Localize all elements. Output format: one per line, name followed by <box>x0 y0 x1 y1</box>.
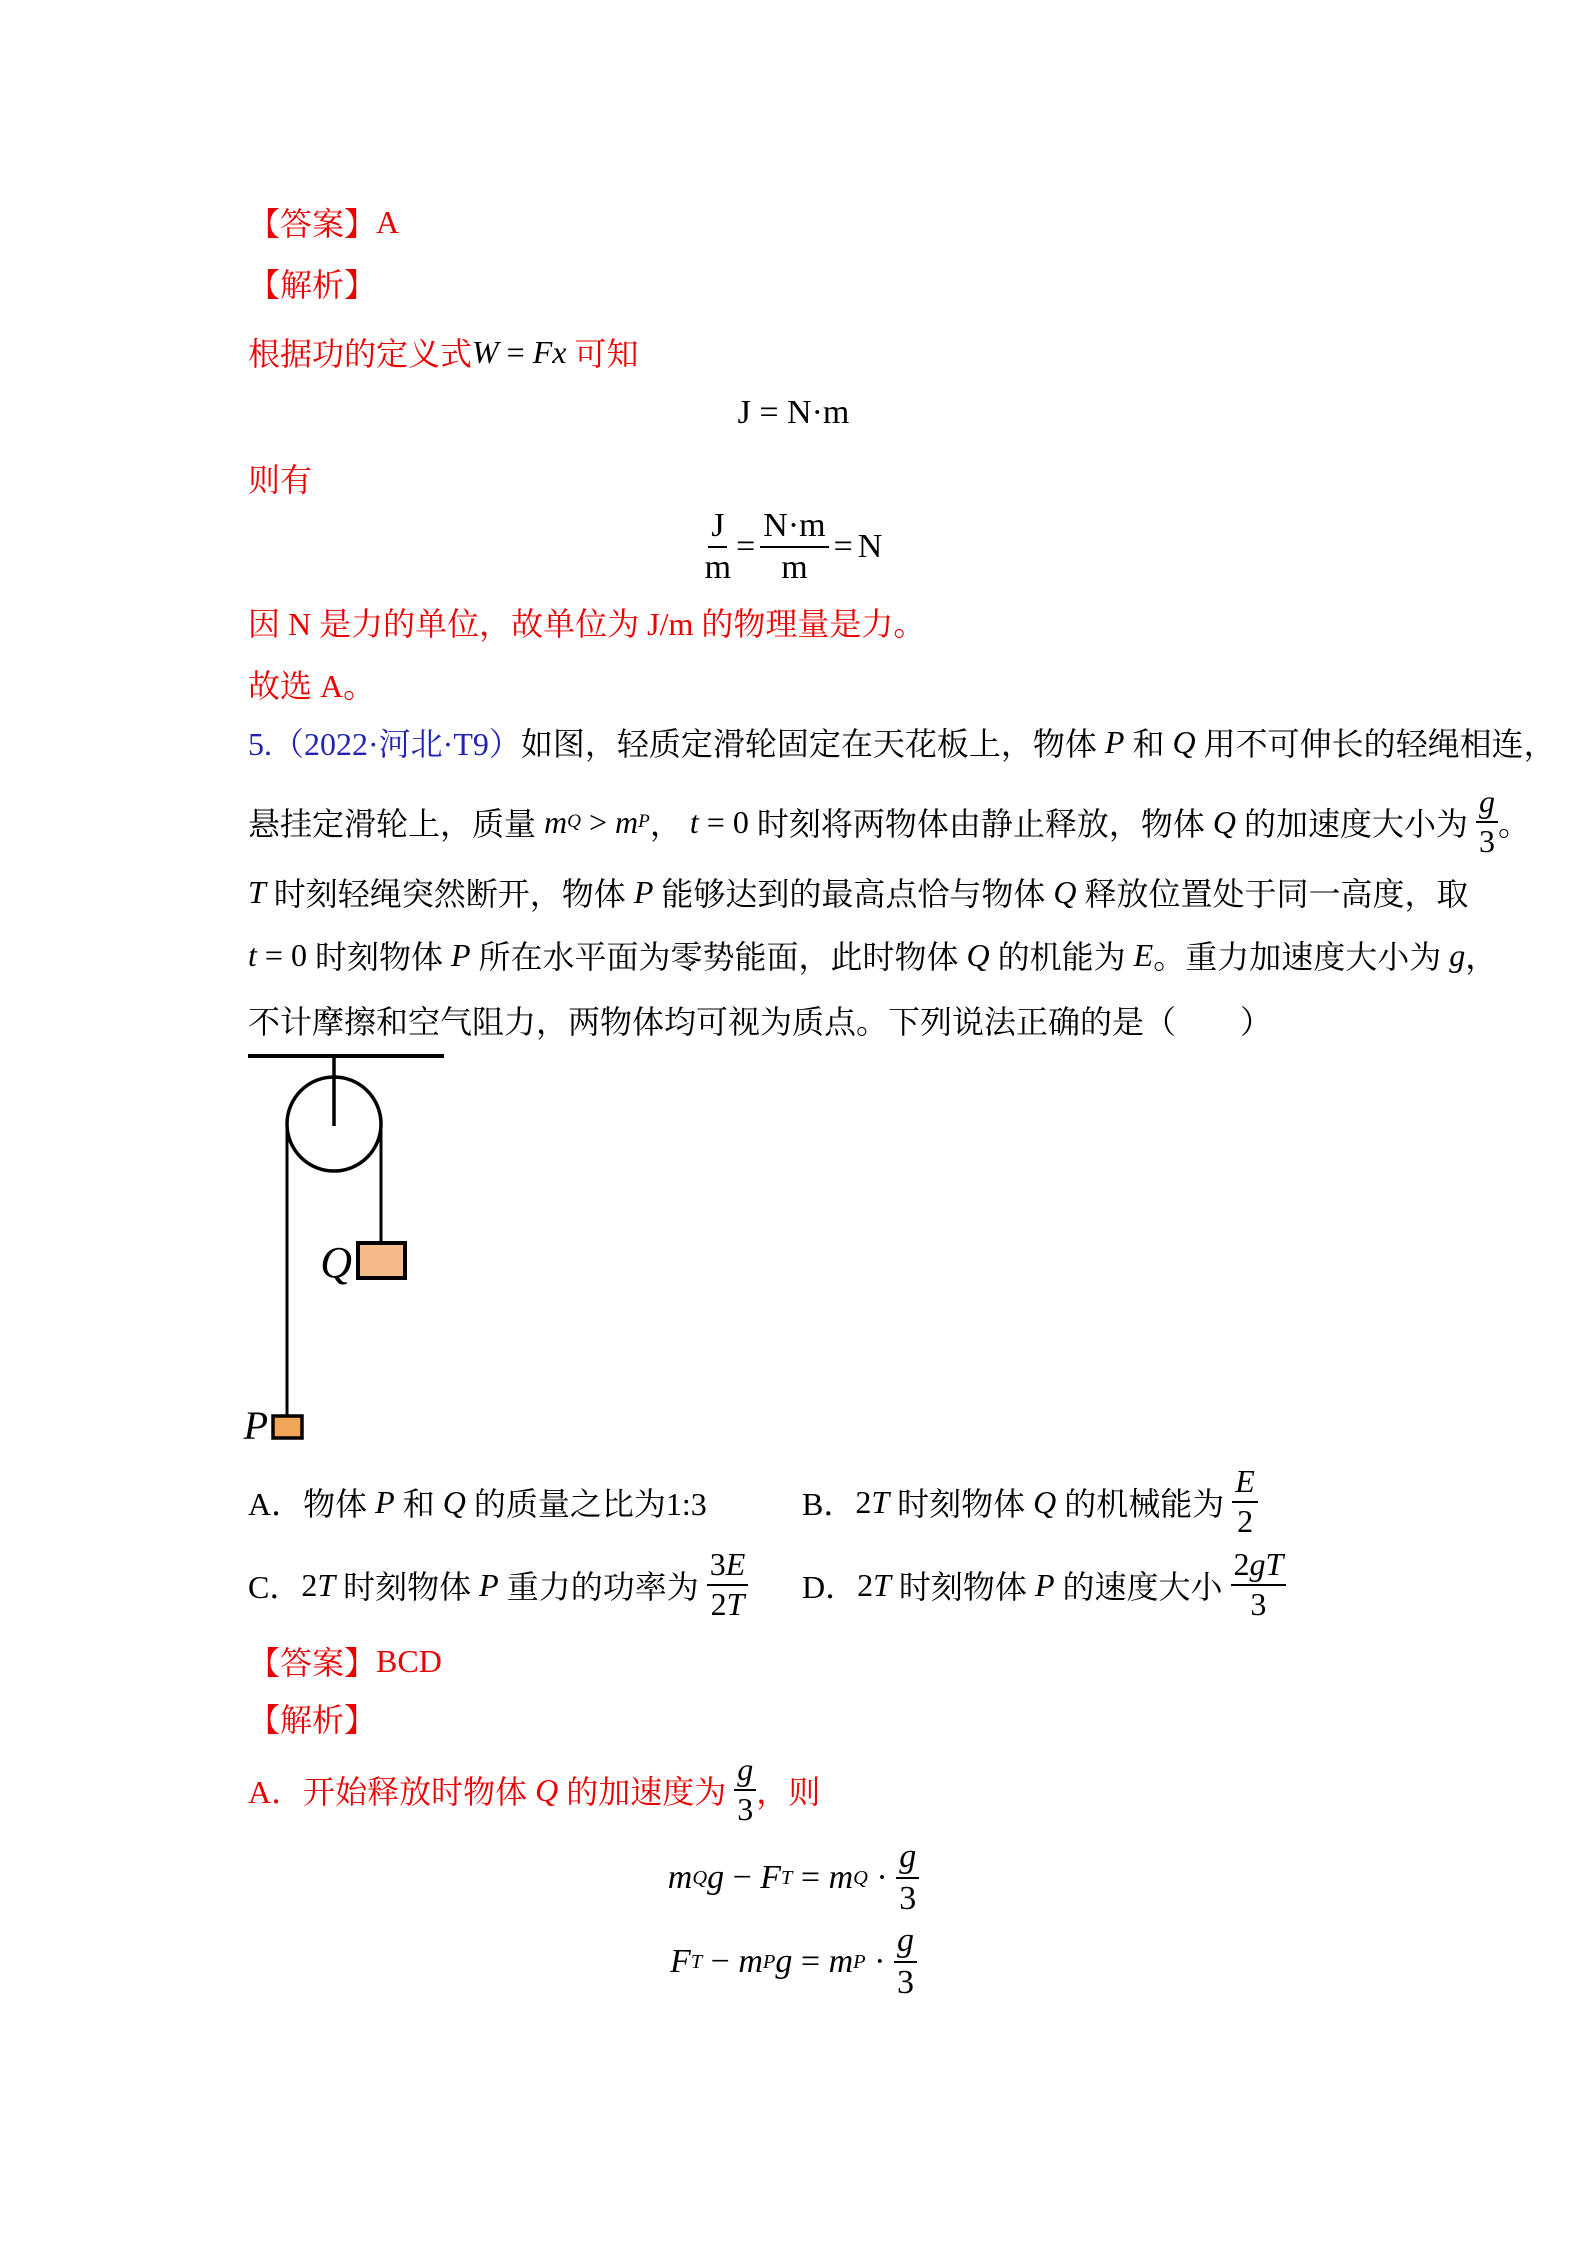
fraction-3e-over-2t: $\frac{3E}{2T}$ <box>707 1547 749 1623</box>
fraction-2gt-over-3: $\frac{2gT}{3}$ <box>1231 1547 1287 1623</box>
equation-newton-p: F T − m P g = m P · $\frac{g}{3}$ <box>0 1937 1587 1987</box>
answer-value: A <box>376 203 400 240</box>
answer-line-2 <box>248 1636 442 1686</box>
answer-line-1 <box>248 197 399 247</box>
then-line: 则有 <box>248 462 313 498</box>
block-q-label: Q <box>320 1238 352 1287</box>
equation-j-equals-nm: J = N·m <box>737 394 850 431</box>
fraction-g-over-3-eq2: $\frac{g}{3}$ <box>894 1922 917 2002</box>
definition-line: 根据功的定义式 W = Fx 可知 <box>248 327 638 377</box>
analysis-label-2: 【解析】 <box>248 1702 377 1738</box>
q5-line-3: T 时刻轻绳突然断开，物体 P 能够达到的最高点恰与物体 Q 释放位置处于同一高度，取 <box>248 873 1469 912</box>
choose-line: 故选 A。 <box>248 668 376 704</box>
fraction-g-over-3-analysis: $\frac{g}{3}$ <box>734 1752 756 1828</box>
math-W: W <box>472 333 499 370</box>
block-p-label: P <box>243 1403 268 1448</box>
block-p <box>273 1416 302 1438</box>
answer-value-2: BCD <box>376 1642 442 1679</box>
definition-post: 可知 <box>566 336 639 372</box>
definition-pre: 根据功的定义式 <box>248 336 473 372</box>
option-b: B． 2 T 时刻物体 Q 的机械能为 $\frac{E}{2}$ <box>802 1477 1258 1527</box>
q5-line-1: 5.（2022·河北·T9） 如图，轻质定滑轮固定在天花板上，物体 P 和 Q 用不可伸长的轻绳相连， <box>248 717 1556 767</box>
analysis-label-1: 【解析】 <box>248 267 377 303</box>
equation-fraction-line: $\frac{J}{m}$ = $\frac{N\cdot m}{m}$ = N <box>704 506 883 586</box>
fraction-e-over-2: $\frac{E}{2}$ <box>1232 1464 1258 1540</box>
pulley-diagram <box>230 1038 470 1458</box>
question-number: 5.（2022·河北·T9） <box>248 726 521 762</box>
fraction-nm-over-m: $\frac{N\cdot m}{m}$ <box>760 507 828 587</box>
q5-line-4: t = 0 时刻物体 P 所在水平面为零势能面，此时物体 Q 的机能为 E 。重力加速度大小为 g ， <box>248 936 1498 975</box>
fraction-g-over-3: $\frac{g}{3}$ <box>1476 784 1498 860</box>
q5-line-5: 不计摩擦和空气阻力，两物体均可视为质点。下列说法正确的是（ ） <box>248 1004 1273 1040</box>
option-a: A． 物体 P 和 Q 的质量之比为1:3 <box>248 1483 707 1522</box>
answer-label-2: 【答案】 <box>248 1645 377 1681</box>
block-q <box>358 1243 405 1278</box>
analysis-a-line: A． 开始释放时物体 Q 的加速度为 $\frac{g}{3}$ ，则 <box>248 1751 821 1827</box>
fraction-g-over-3-eq1: $\frac{g}{3}$ <box>896 1838 919 1918</box>
equation-newton-q: m Q g − F T = m Q · $\frac{g}{3}$ <box>0 1853 1587 1903</box>
option-c: C． 2 T 时刻物体 P 重力的功率为 $\frac{3E}{2T}$ <box>248 1560 748 1610</box>
q5-line-2: 悬挂定滑轮上，质量 m Q > m P ， t = 0 时刻将两物体由静止释放，物体 Q 的加速度大小为 $\frac{g}{3}$ 。 <box>248 783 1530 859</box>
answer-label: 【答案】 <box>248 206 377 242</box>
fraction-j-over-m: $\frac{J}{m}$ <box>704 506 732 586</box>
because-line: 因 N 是力的单位，故单位为 J/m 的物理量是力。 <box>248 606 926 642</box>
math-Fx: Fx <box>532 333 567 370</box>
option-d: D． 2 T 时刻物体 P 的速度大小 $\frac{2gT}{3}$ <box>802 1560 1286 1610</box>
